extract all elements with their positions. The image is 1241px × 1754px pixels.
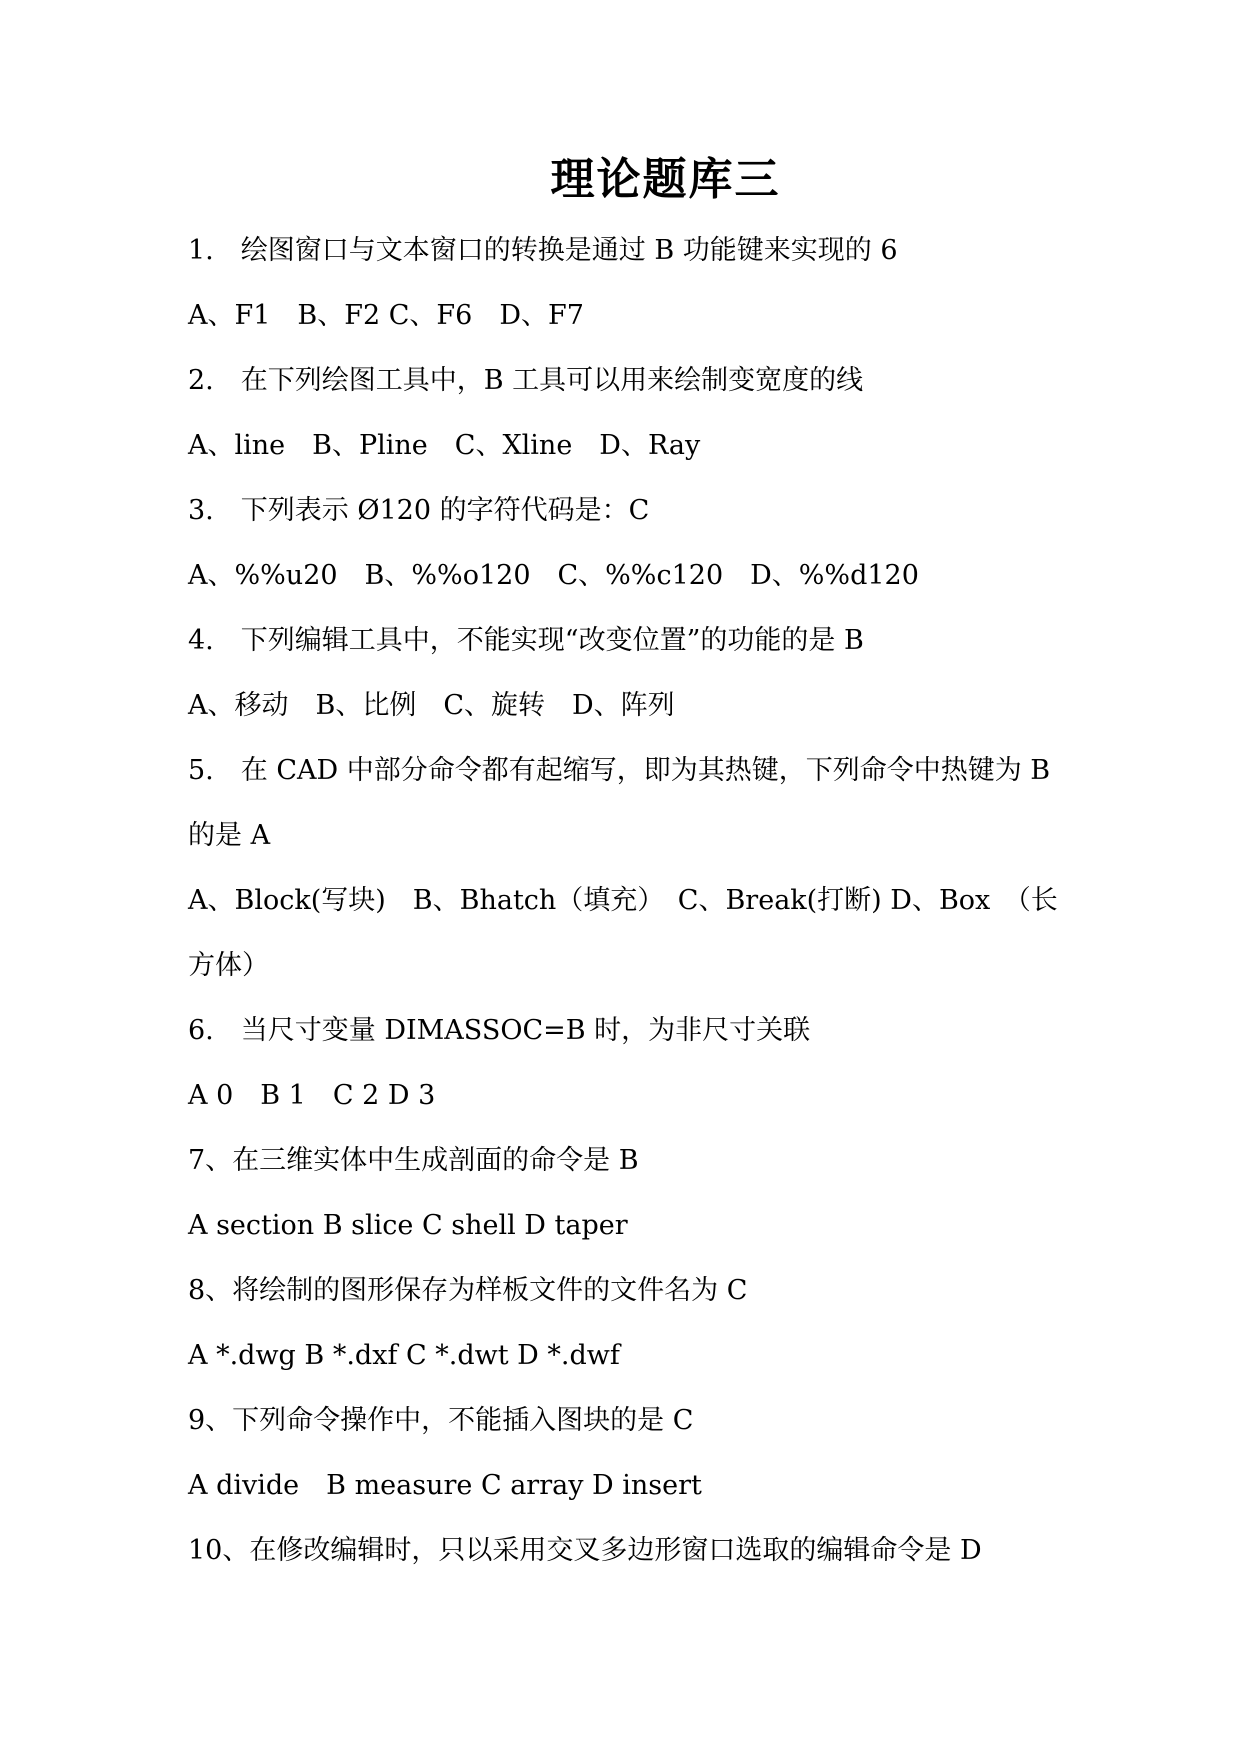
question-8: 8、将绘制的图形保存为样板文件的文件名为 C	[188, 1275, 748, 1306]
question-2: 2. 在下列绘图工具中，B 工具可以用来绘制变宽度的线	[188, 365, 864, 396]
options-7: A section B slice C shell D taper	[188, 1210, 628, 1241]
options-9: A divide B measure C array D insert	[188, 1470, 702, 1501]
question-6: 6. 当尺寸变量 DIMASSOC=B 时，为非尺寸关联	[188, 1015, 811, 1046]
options-1: A、F1 B、F2 C、F6 D、F7	[188, 300, 584, 331]
question-9: 9、下列命令操作中，不能插入图块的是 C	[188, 1405, 694, 1436]
options-8: A *.dwg B *.dxf C *.dwt D *.dwf	[188, 1340, 620, 1371]
question-list	[188, 218, 1063, 1583]
question-4: 4. 下列编辑工具中，不能实现“改变位置”的功能的是 B	[188, 625, 864, 656]
options-3: A、%%u20 B、%%o120 C、%%c120 D、%%d120	[188, 560, 919, 591]
options-2: A、line B、Pline C、Xline D、Ray	[188, 430, 701, 461]
options-5: A、Block(写块) B、Bhatch（填充） C、Break(打断) D、Box （长方体）	[188, 885, 1058, 981]
options-6: A 0 B 1 C 2 D 3	[188, 1080, 436, 1111]
question-5: 5. 在 CAD 中部分命令都有起缩写，即为其热键，下列命令中热键为 B 的是 A	[188, 755, 1051, 851]
question-7: 7、在三维实体中生成剖面的命令是 B	[188, 1145, 639, 1176]
question-3: 3. 下列表示 Ø120 的字符代码是：C	[188, 495, 650, 526]
page-title: 理论题库三	[550, 154, 781, 205]
question-10: 10、在修改编辑时，只以采用交叉多边形窗口选取的编辑命令是 D	[188, 1535, 982, 1566]
question-1: 1. 绘图窗口与文本窗口的转换是通过 B 功能键来实现的 6	[188, 235, 898, 266]
options-4: A、移动 B、比例 C、旋转 D、阵列	[188, 690, 675, 721]
